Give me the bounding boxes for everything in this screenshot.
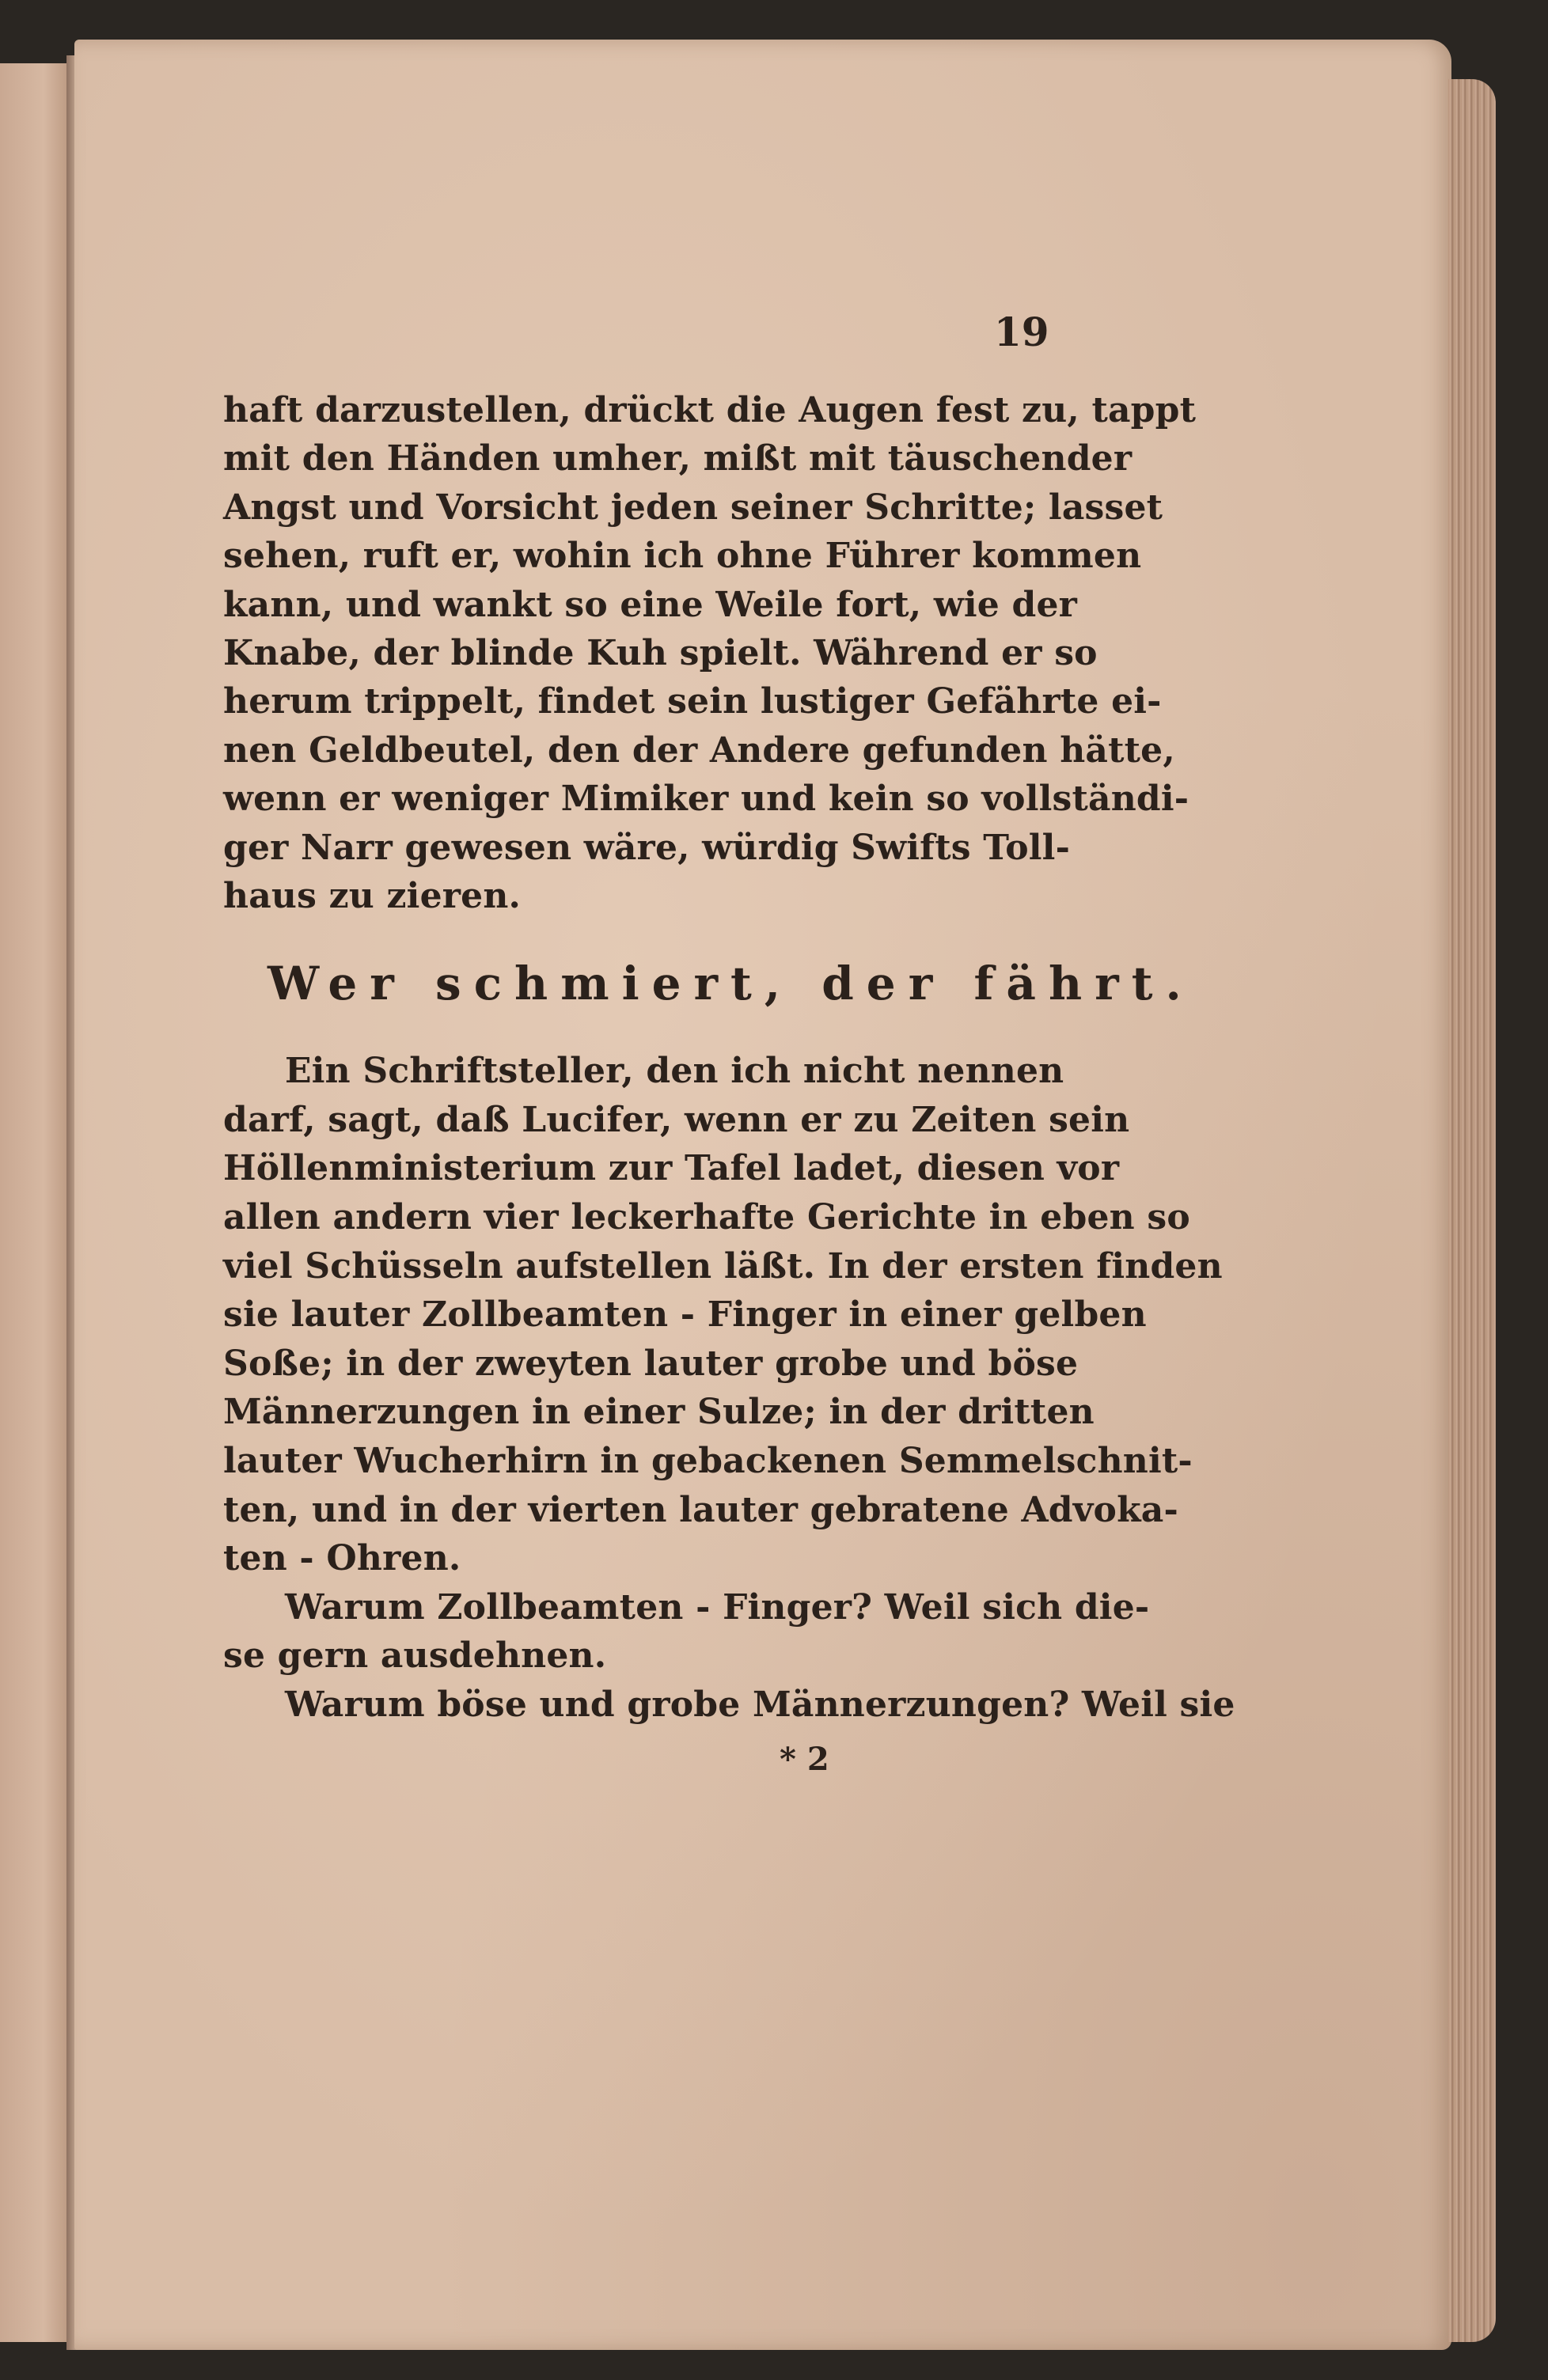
section-heading: Wer schmiert, der fährt.: [267, 957, 1194, 1011]
paragraph-1: [223, 386, 1197, 920]
text-line: Angst und Vorsicht jeden seiner Schritte; lasset: [223, 487, 1163, 528]
text-line: viel Schüsseln aufstellen läßt. In der ersten finden: [223, 1245, 1223, 1287]
paragraph-4: [223, 1681, 1235, 1730]
text-line: Warum Zollbeamten - Finger? Weil sich die-: [285, 1586, 1150, 1628]
text-line: darf, sagt, daß Lucifer, wenn er zu Zeiten sein: [223, 1099, 1130, 1140]
text-line: kann, und wankt so eine Weile fort, wie der: [223, 584, 1078, 625]
paragraph-3: [223, 1583, 1150, 1681]
text-line: lauter Wucherhirn in gebackenen Semmelschnit-: [223, 1441, 1193, 1482]
text-line: sie lauter Zollbeamten - Finger in einer gelben: [223, 1294, 1147, 1336]
text-line: se gern ausdehnen.: [223, 1635, 607, 1677]
signature-mark: * 2: [780, 1741, 829, 1778]
page-stack-edge: [1448, 79, 1496, 2342]
text-line: Warum böse und grobe Männerzungen? Weil sie: [285, 1685, 1235, 1726]
text-line: haft darzustellen, drückt die Augen fest zu, tappt: [223, 390, 1197, 430]
text-line: wenn er weniger Mimiker und kein so vollständi-: [223, 779, 1189, 820]
text-line: ten - Ohren.: [223, 1538, 461, 1579]
paragraph-2: [223, 1047, 1223, 1583]
text-line: ger Narr gewesen wäre, würdig Swifts Toll-: [223, 827, 1071, 868]
text-line: Höllenministerium zur Tafel ladet, diesen vor: [223, 1148, 1120, 1189]
text-line: haus zu zieren.: [223, 875, 522, 916]
page-text: [223, 386, 1235, 1730]
text-line: ten, und in der vierten lauter gebratene Advoka-: [223, 1489, 1178, 1530]
text-line: sehen, ruft er, wohin ich ohne Führer kommen: [223, 536, 1142, 577]
page-number: 19: [994, 309, 1049, 355]
text-line: Knabe, der blinde Kuh spielt. Während er so: [223, 632, 1098, 673]
text-line: mit den Händen umher, mißt mit täuschender: [223, 438, 1133, 479]
text-line: Männerzungen in einer Sulze; in der dritten: [223, 1392, 1095, 1433]
text-line: Ein Schriftsteller, den ich nicht nennen: [285, 1051, 1064, 1092]
text-line: Soße; in der zweyten lauter grobe und böse: [223, 1343, 1079, 1384]
text-line: allen andern vier leckerhafte Gerichte in eben so: [223, 1197, 1190, 1238]
text-line: herum trippelt, findet sein lustiger Gefährte ei-: [223, 681, 1162, 722]
text-line: nen Geldbeutel, den der Andere gefunden hätte,: [223, 730, 1175, 771]
left-page-edge: [0, 63, 73, 2342]
